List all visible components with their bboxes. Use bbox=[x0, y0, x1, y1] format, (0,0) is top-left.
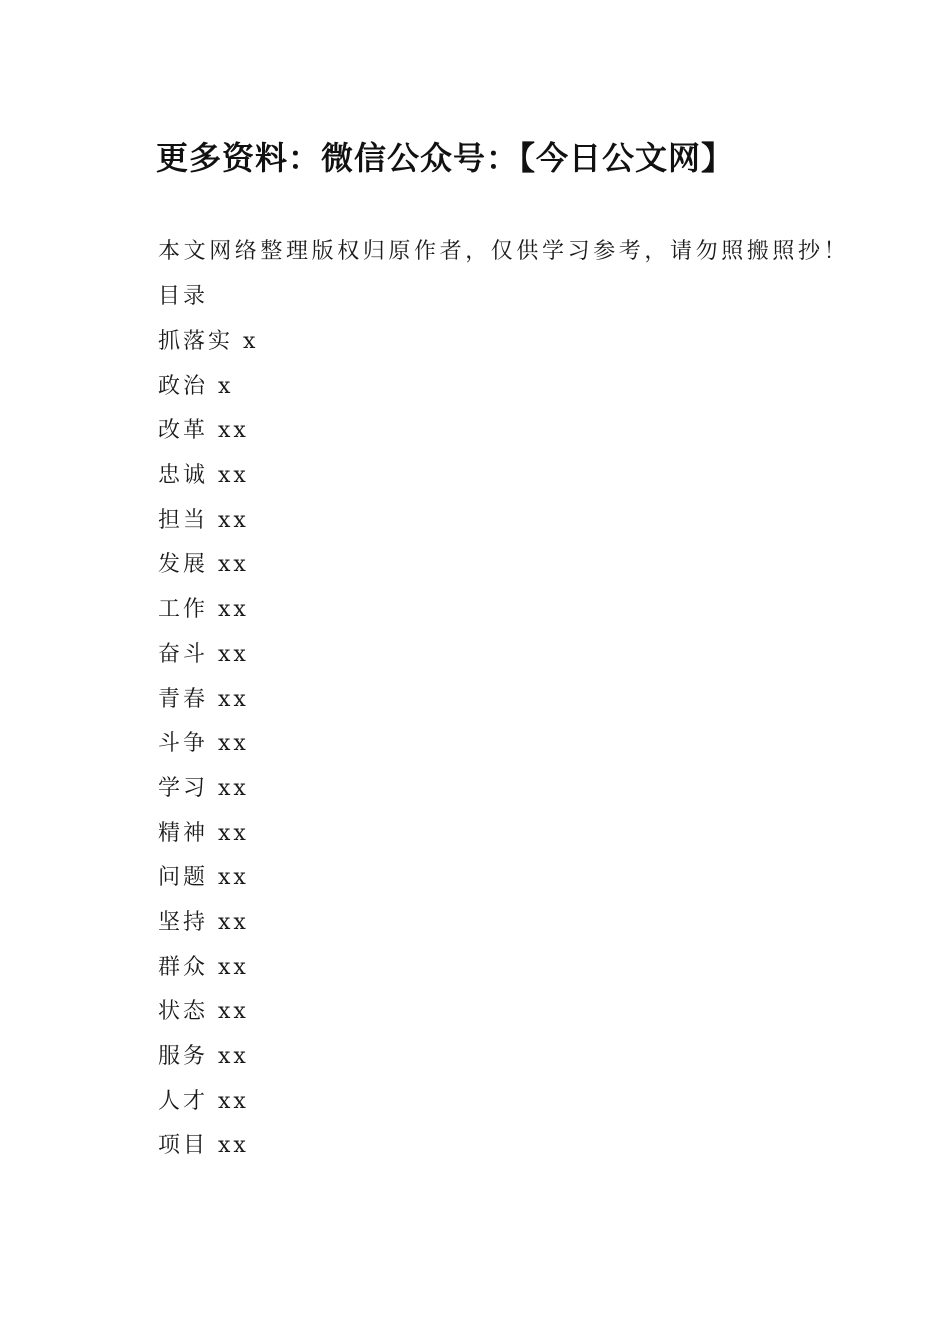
toc-item: 奋斗 xx bbox=[158, 641, 249, 667]
toc-item: 抓落实 x bbox=[158, 329, 259, 354]
header-title: 更多资料：微信公众号：【今日公文网】 bbox=[156, 139, 735, 177]
copyright-notice: 本文网络整理版权归原作者，仅供学习参考，请勿照搬照抄！ bbox=[158, 239, 850, 264]
toc-item: 政治 x bbox=[158, 373, 234, 399]
toc-item: 青春 xx bbox=[158, 686, 249, 712]
toc-item: 忠诚 xx bbox=[158, 463, 249, 489]
toc-item: 斗争 xx bbox=[158, 731, 249, 757]
toc-item: 群众 xx bbox=[158, 954, 249, 980]
toc-item: 学习 xx bbox=[158, 775, 249, 801]
toc-item: 服务 xx bbox=[158, 1044, 249, 1069]
toc-item: 担当 xx bbox=[158, 507, 249, 533]
toc-heading: 目录 bbox=[158, 284, 209, 309]
toc-item: 工作 xx bbox=[158, 597, 249, 623]
toc-item: 项目 xx bbox=[158, 1133, 249, 1159]
toc-item: 精神 xx bbox=[158, 820, 249, 846]
toc-item: 改革 xx bbox=[158, 418, 249, 444]
toc-item: 发展 xx bbox=[158, 552, 249, 578]
toc-list bbox=[158, 324, 258, 1173]
toc-item: 状态 xx bbox=[158, 999, 249, 1025]
toc-item: 人才 xx bbox=[158, 1088, 249, 1114]
toc-item: 坚持 xx bbox=[158, 909, 249, 935]
toc-item: 问题 xx bbox=[158, 865, 249, 891]
